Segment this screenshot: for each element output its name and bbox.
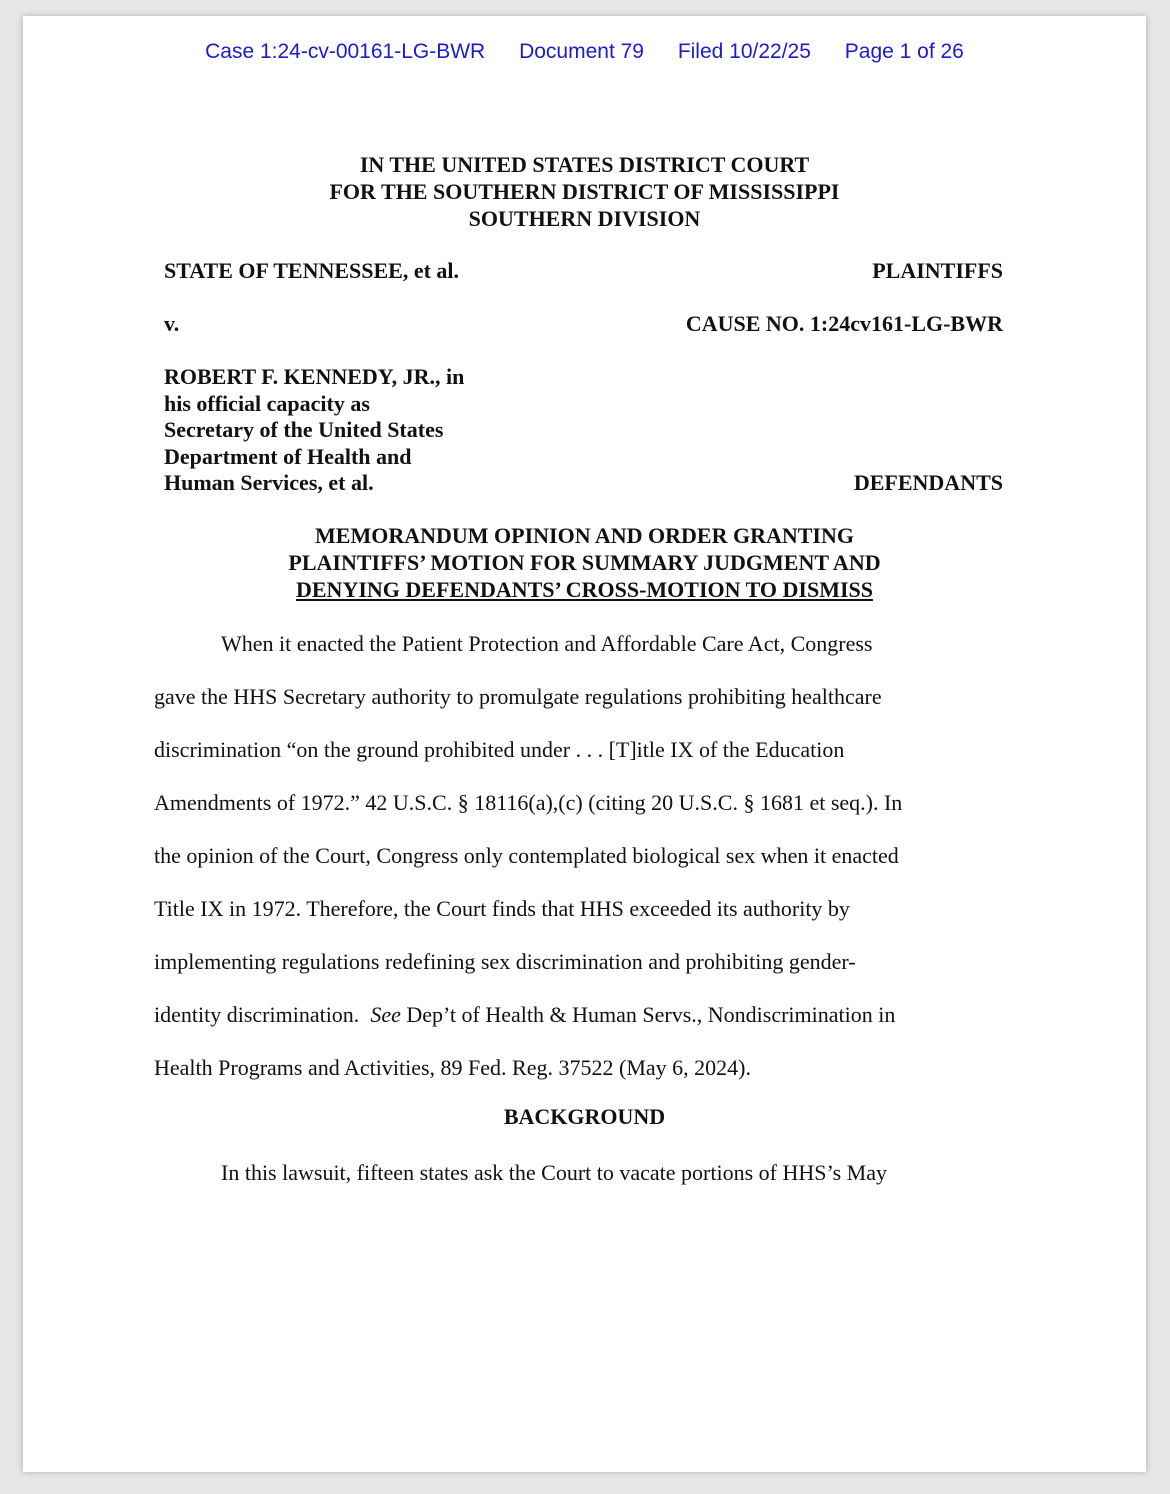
see-signal: See <box>370 1002 401 1027</box>
defendant-line: his official capacity as <box>164 390 370 416</box>
body-line: Title IX in 1972. Therefore, the Court finds that HHS exceeded its authority by <box>154 896 850 921</box>
defendant-line: ROBERT F. KENNEDY, JR., in <box>164 364 465 389</box>
title-line-1: MEMORANDUM OPINION AND ORDER GRANTING <box>315 523 854 548</box>
body-text: identity discrimination. <box>154 1002 371 1027</box>
title-line-3: DENYING DEFENDANTS’ CROSS-MOTION TO DISMISS <box>296 577 873 602</box>
title-line-2: PLAINTIFFS’ MOTION FOR SUMMARY JUDGMENT AND <box>288 550 881 575</box>
page-indicator: Page 1 of 26 <box>844 40 964 63</box>
court-heading <box>23 151 1146 232</box>
cause-number: CAUSE NO. 1:24cv161-LG-BWR <box>685 311 1003 336</box>
defendant-line: Department of Health and <box>164 443 412 469</box>
body-line: discrimination “on the ground prohibited under . . . [T]itle IX of the Education <box>154 737 845 762</box>
document-page <box>23 16 1146 1472</box>
background-heading: BACKGROUND <box>503 1104 666 1129</box>
document-number: Document 79 <box>519 40 644 63</box>
defendant-line: Human Services, et al. <box>164 470 374 495</box>
body-line: implementing regulations redefining sex discrimination and prohibiting gender- <box>154 949 856 974</box>
background-paragraph <box>154 1146 1016 1199</box>
body-line: gave the HHS Secretary authority to promulgate regulations prohibiting healthcare <box>154 684 882 709</box>
defendant-role: DEFENDANTS <box>853 470 1003 495</box>
defendant-block <box>164 364 464 497</box>
case-number: Case 1:24-cv-00161-LG-BWR <box>205 40 486 63</box>
body-line <box>154 988 1016 1041</box>
versus-label: v. <box>164 311 180 336</box>
plaintiff-name: STATE OF TENNESSEE, et al. <box>164 258 460 283</box>
order-title <box>23 522 1146 603</box>
body-line: Amendments of 1972.” 42 U.S.C. § 18116(a),(c) (citing 20 U.S.C. § 1681 et seq.). In <box>154 790 903 815</box>
body-line: Health Programs and Activities, 89 Fed. Reg. 37522 (May 6, 2024). <box>154 1055 751 1080</box>
ecf-header-stamp <box>23 40 1146 64</box>
body-line: In this lawsuit, fifteen states ask the Court to vacate portions of HHS’s May <box>221 1160 887 1185</box>
plaintiff-role: PLAINTIFFS <box>872 258 1003 283</box>
court-line-2: FOR THE SOUTHERN DISTRICT OF MISSISSIPPI <box>329 179 840 204</box>
body-line: the opinion of the Court, Congress only contemplated biological sex when it enacted <box>154 843 899 868</box>
court-line-1: IN THE UNITED STATES DISTRICT COURT <box>359 152 810 177</box>
intro-paragraph <box>154 617 1016 1094</box>
filed-date: Filed 10/22/25 <box>677 40 811 63</box>
court-line-3: SOUTHERN DIVISION <box>468 206 701 231</box>
body-text: Dep’t of Health & Human Servs., Nondiscrimination in <box>400 1002 896 1027</box>
defendant-line: Secretary of the United States <box>164 417 444 442</box>
body-line: When it enacted the Patient Protection and Affordable Care Act, Congress <box>221 631 873 656</box>
